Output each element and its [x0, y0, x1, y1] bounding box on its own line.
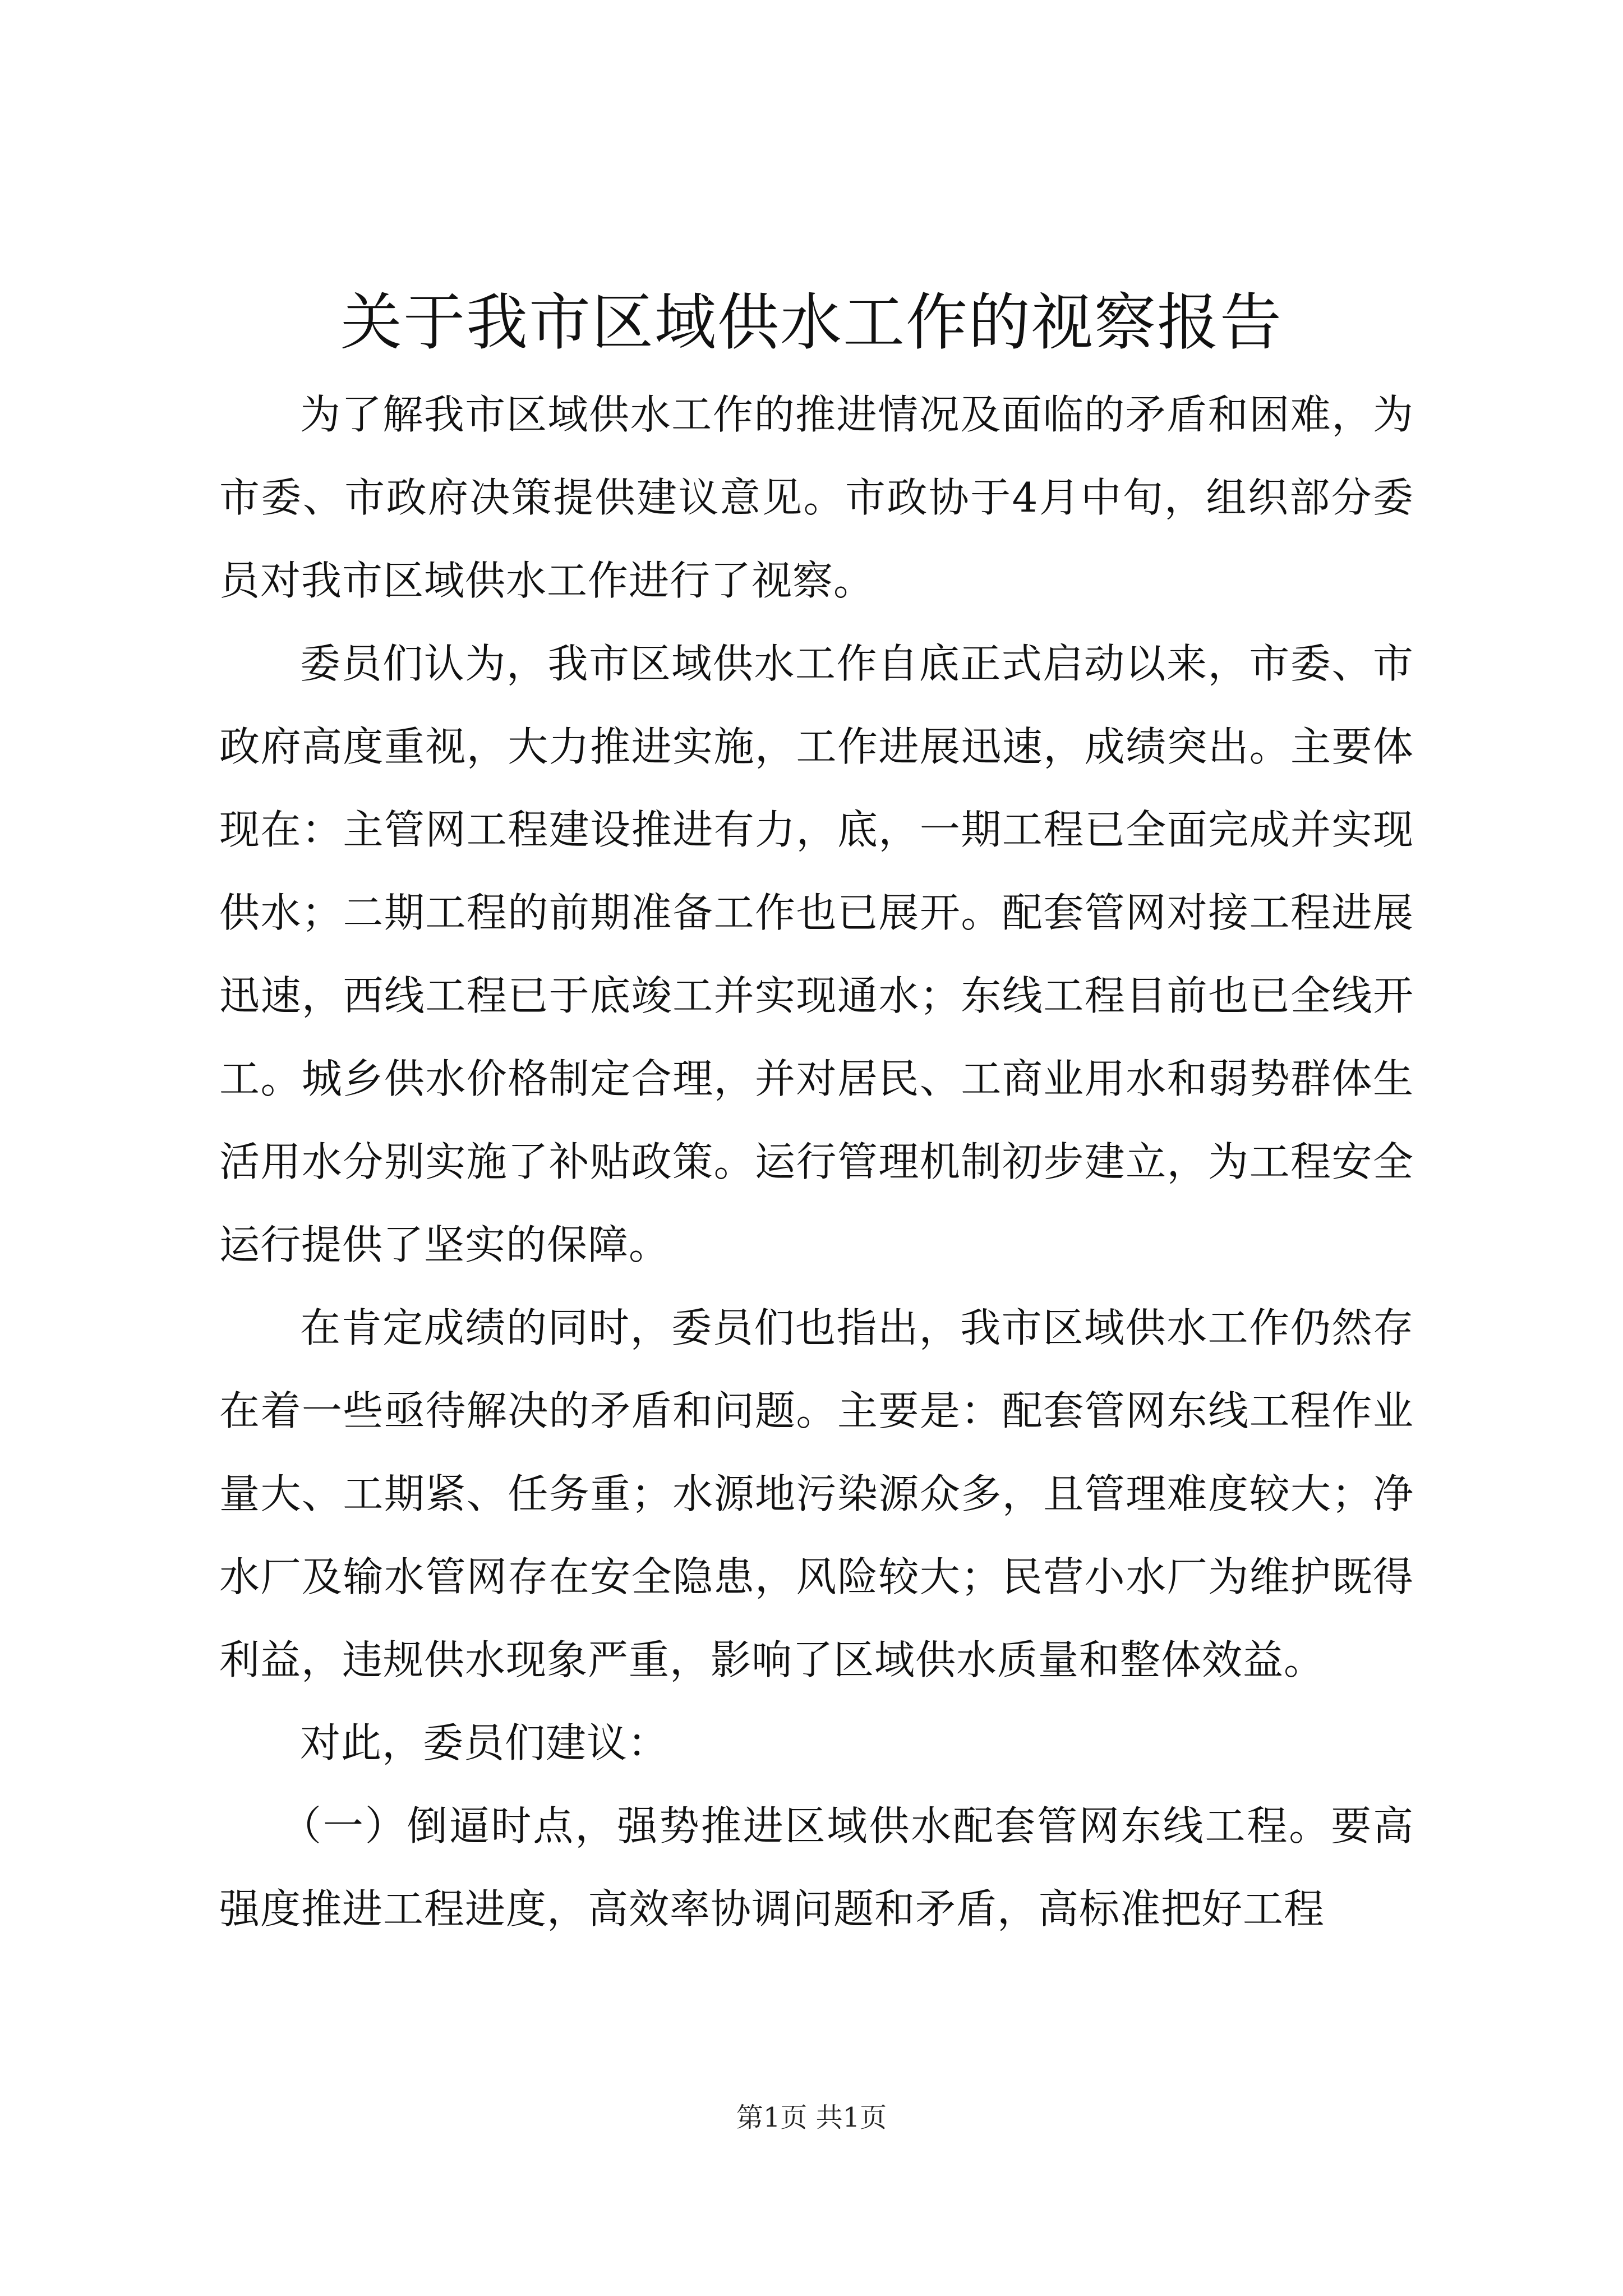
paragraph-problems: 在肯定成绩的同时，委员们也指出，我市区域供水工作仍然存在着一些亟待解决的矛盾和问题。主要是：配套管网东线工程作业量大、工期紧、任务重；水源地污染源众多，且管理难度较大；净水厂及输水管网存在安全隐患，风险较大；民营小水厂为维护既得利益，违规供水现象严重，影响了区域供水质量和整体效益。	[219, 1304, 1414, 1683]
paragraph-suggestions-intro: 对此，委员们建议：	[300, 1719, 669, 1766]
paragraph-suggestion-1: （一）倒逼时点，强势推进区域供水配套管网东线工程。要高强度推进工程进度，高效率协调问题和矛盾，高标准把好工程	[219, 1802, 1414, 1932]
paragraph-intro: 为了解我市区域供水工作的推进情况及面临的矛盾和困难，为市委、市政府决策提供建议意见。市政协于4月中旬，组织部分委员对我市区域供水工作进行了视察。	[219, 391, 1414, 604]
paragraph-achievements: 委员们认为，我市区域供水工作自底正式启动以来，市委、市政府高度重视，大力推进实施，工作进展迅速，成绩突出。主要体现在：主管网工程建设推进有力，底，一期工程已全面完成并实现供水；二期工程的前期准备工作也已展开。配套管网对接工程进展迅速，西线工程已于底竣工并实现通水；东线工程目前也已全线开工。城乡供水价格制定合理，并对居民、工商业用水和弱势群体生活用水分别实施了补贴政策。运行管理机制初步建立，为工程安全运行提供了坚实的保障。	[219, 640, 1414, 1268]
document-body	[219, 373, 1414, 1950]
document-title: 关于我市区域供水工作的视察报告	[340, 287, 1283, 358]
page-number: 第1页 共1页	[736, 2102, 887, 2133]
